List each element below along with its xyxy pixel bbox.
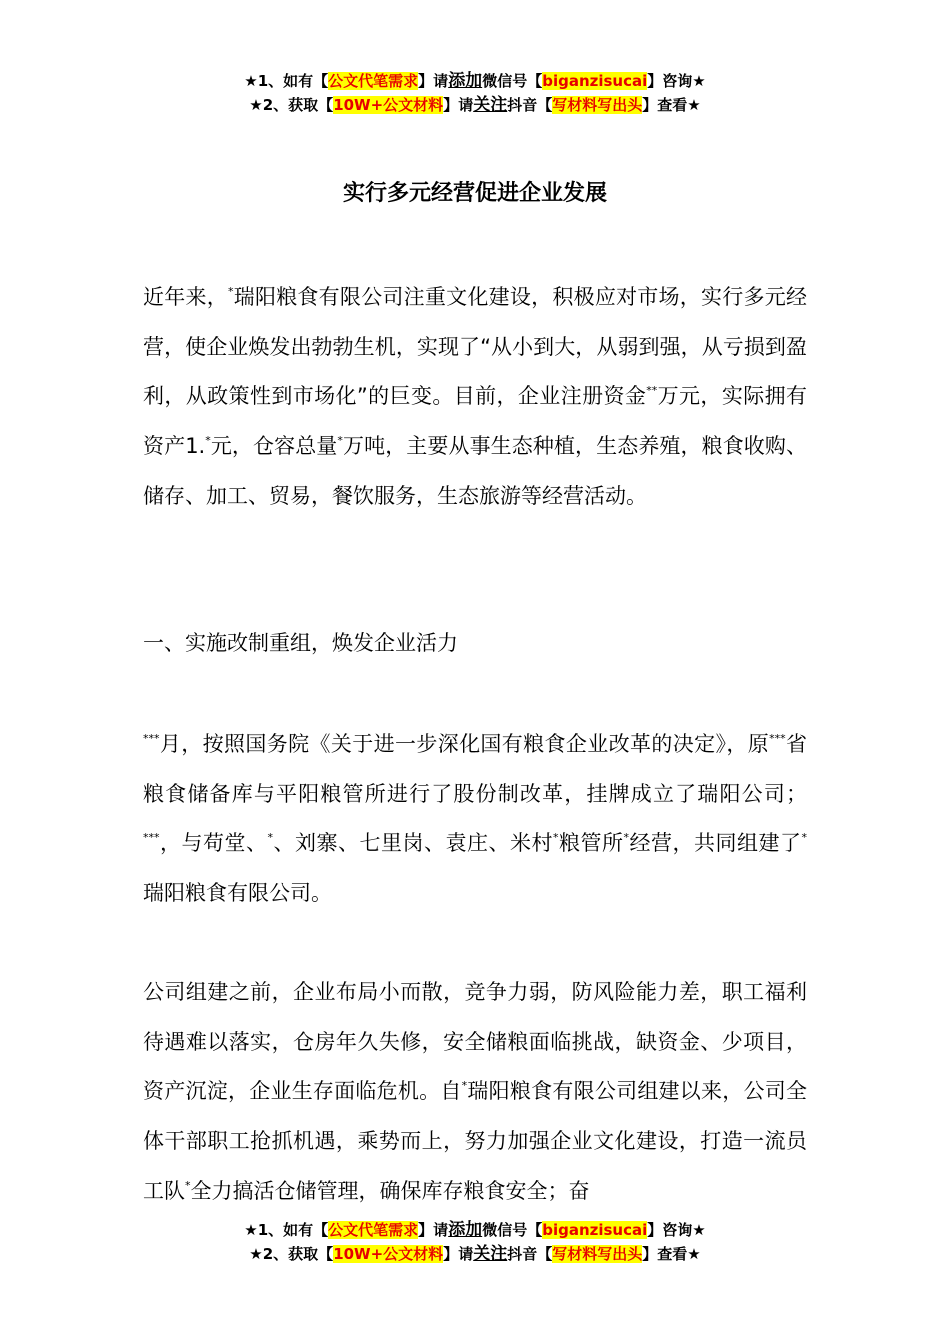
promo-highlight: 10W+公文材料: [333, 1245, 444, 1263]
promo-emphasis: 添加: [448, 71, 483, 91]
promo-text: 】请: [443, 96, 474, 114]
promo-highlight: 10W+公文材料: [333, 96, 444, 114]
document-title: 实行多元经营促进企业发展: [342, 181, 607, 206]
promo-text: 】请: [418, 1221, 449, 1239]
promo-banner-bottom: [0, 1218, 950, 1266]
promo-wechat-id: biganzisucai: [542, 72, 648, 90]
promo-text: ★1、如有【: [244, 1221, 329, 1239]
paragraph-intro: 近年来，*瑞阳粮食有限公司注重文化建设，积极应对市场，实行多元经营，使企业焕发出勃勃生机，实现了“从小到大，从弱到强，从亏损到盈利，从政策性到市场化”的巨变。目前，企业注册资金**万元，实际拥有资产1.*元，仓容总量*万吨，主要从事生态种植，生态养殖，粮食收购、储存、加工、贸易，餐饮服务，生态旅游等经营活动。: [143, 285, 807, 508]
paragraph-reform: ***月，按照国务院《关于进一步深化国有粮食企业改革的决定》，原***省粮食储备库与平阳粮管所进行了股份制改革，挂牌成立了瑞阳公司；***，与苟堂、*、刘寨、七里岗、袁庄、米村*粮管所*经营，共同组建了*瑞阳粮食有限公司。: [143, 732, 808, 906]
promo-douyin-id: 写材料写出头: [552, 96, 643, 114]
promo-text: ★2、获取【: [249, 96, 334, 114]
section-heading: 一、实施改制重组，焕发企业活力: [143, 631, 458, 655]
promo-text: 抖音【: [507, 96, 553, 114]
promo-text: ★2、获取【: [249, 1245, 334, 1263]
promo-text: 微信号【: [482, 1221, 543, 1239]
promo-highlight: 公文代笔需求: [328, 72, 419, 90]
promo-text: 】查看★: [642, 96, 701, 114]
promo-text: 】请: [443, 1245, 474, 1263]
promo-line-1: [0, 1218, 950, 1242]
promo-douyin-id: 写材料写出头: [552, 1245, 643, 1263]
promo-text: 】咨询★: [647, 1221, 706, 1239]
promo-emphasis: 关注: [473, 95, 508, 115]
promo-line-2: [0, 93, 950, 117]
promo-text: 】查看★: [642, 1245, 701, 1263]
promo-wechat-id: biganzisucai: [542, 1221, 648, 1239]
promo-highlight: 公文代笔需求: [328, 1221, 419, 1239]
promo-text: ★1、如有【: [244, 72, 329, 90]
paragraph-background: 公司组建之前，企业布局小而散，竞争力弱，防风险能力差，职工福利待遇难以落实，仓房年久失修，安全储粮面临挑战，缺资金、少项目，资产沉淀，企业生存面临危机。自*瑞阳粮食有限公司组建以来，公司全体干部职工抢抓机遇，乘势而上，努力加强企业文化建设，打造一流员工队*全力搞活仓储管理，确保库存粮食安全；奋: [143, 980, 808, 1203]
promo-text: 微信号【: [482, 72, 543, 90]
promo-text: 抖音【: [507, 1245, 553, 1263]
promo-banner-top: [0, 69, 950, 117]
promo-emphasis: 添加: [448, 1220, 483, 1240]
promo-text: 】请: [418, 72, 449, 90]
promo-emphasis: 关注: [473, 1244, 508, 1264]
promo-text: 】咨询★: [647, 72, 706, 90]
promo-line-1: [0, 69, 950, 93]
promo-line-2: [0, 1242, 950, 1266]
